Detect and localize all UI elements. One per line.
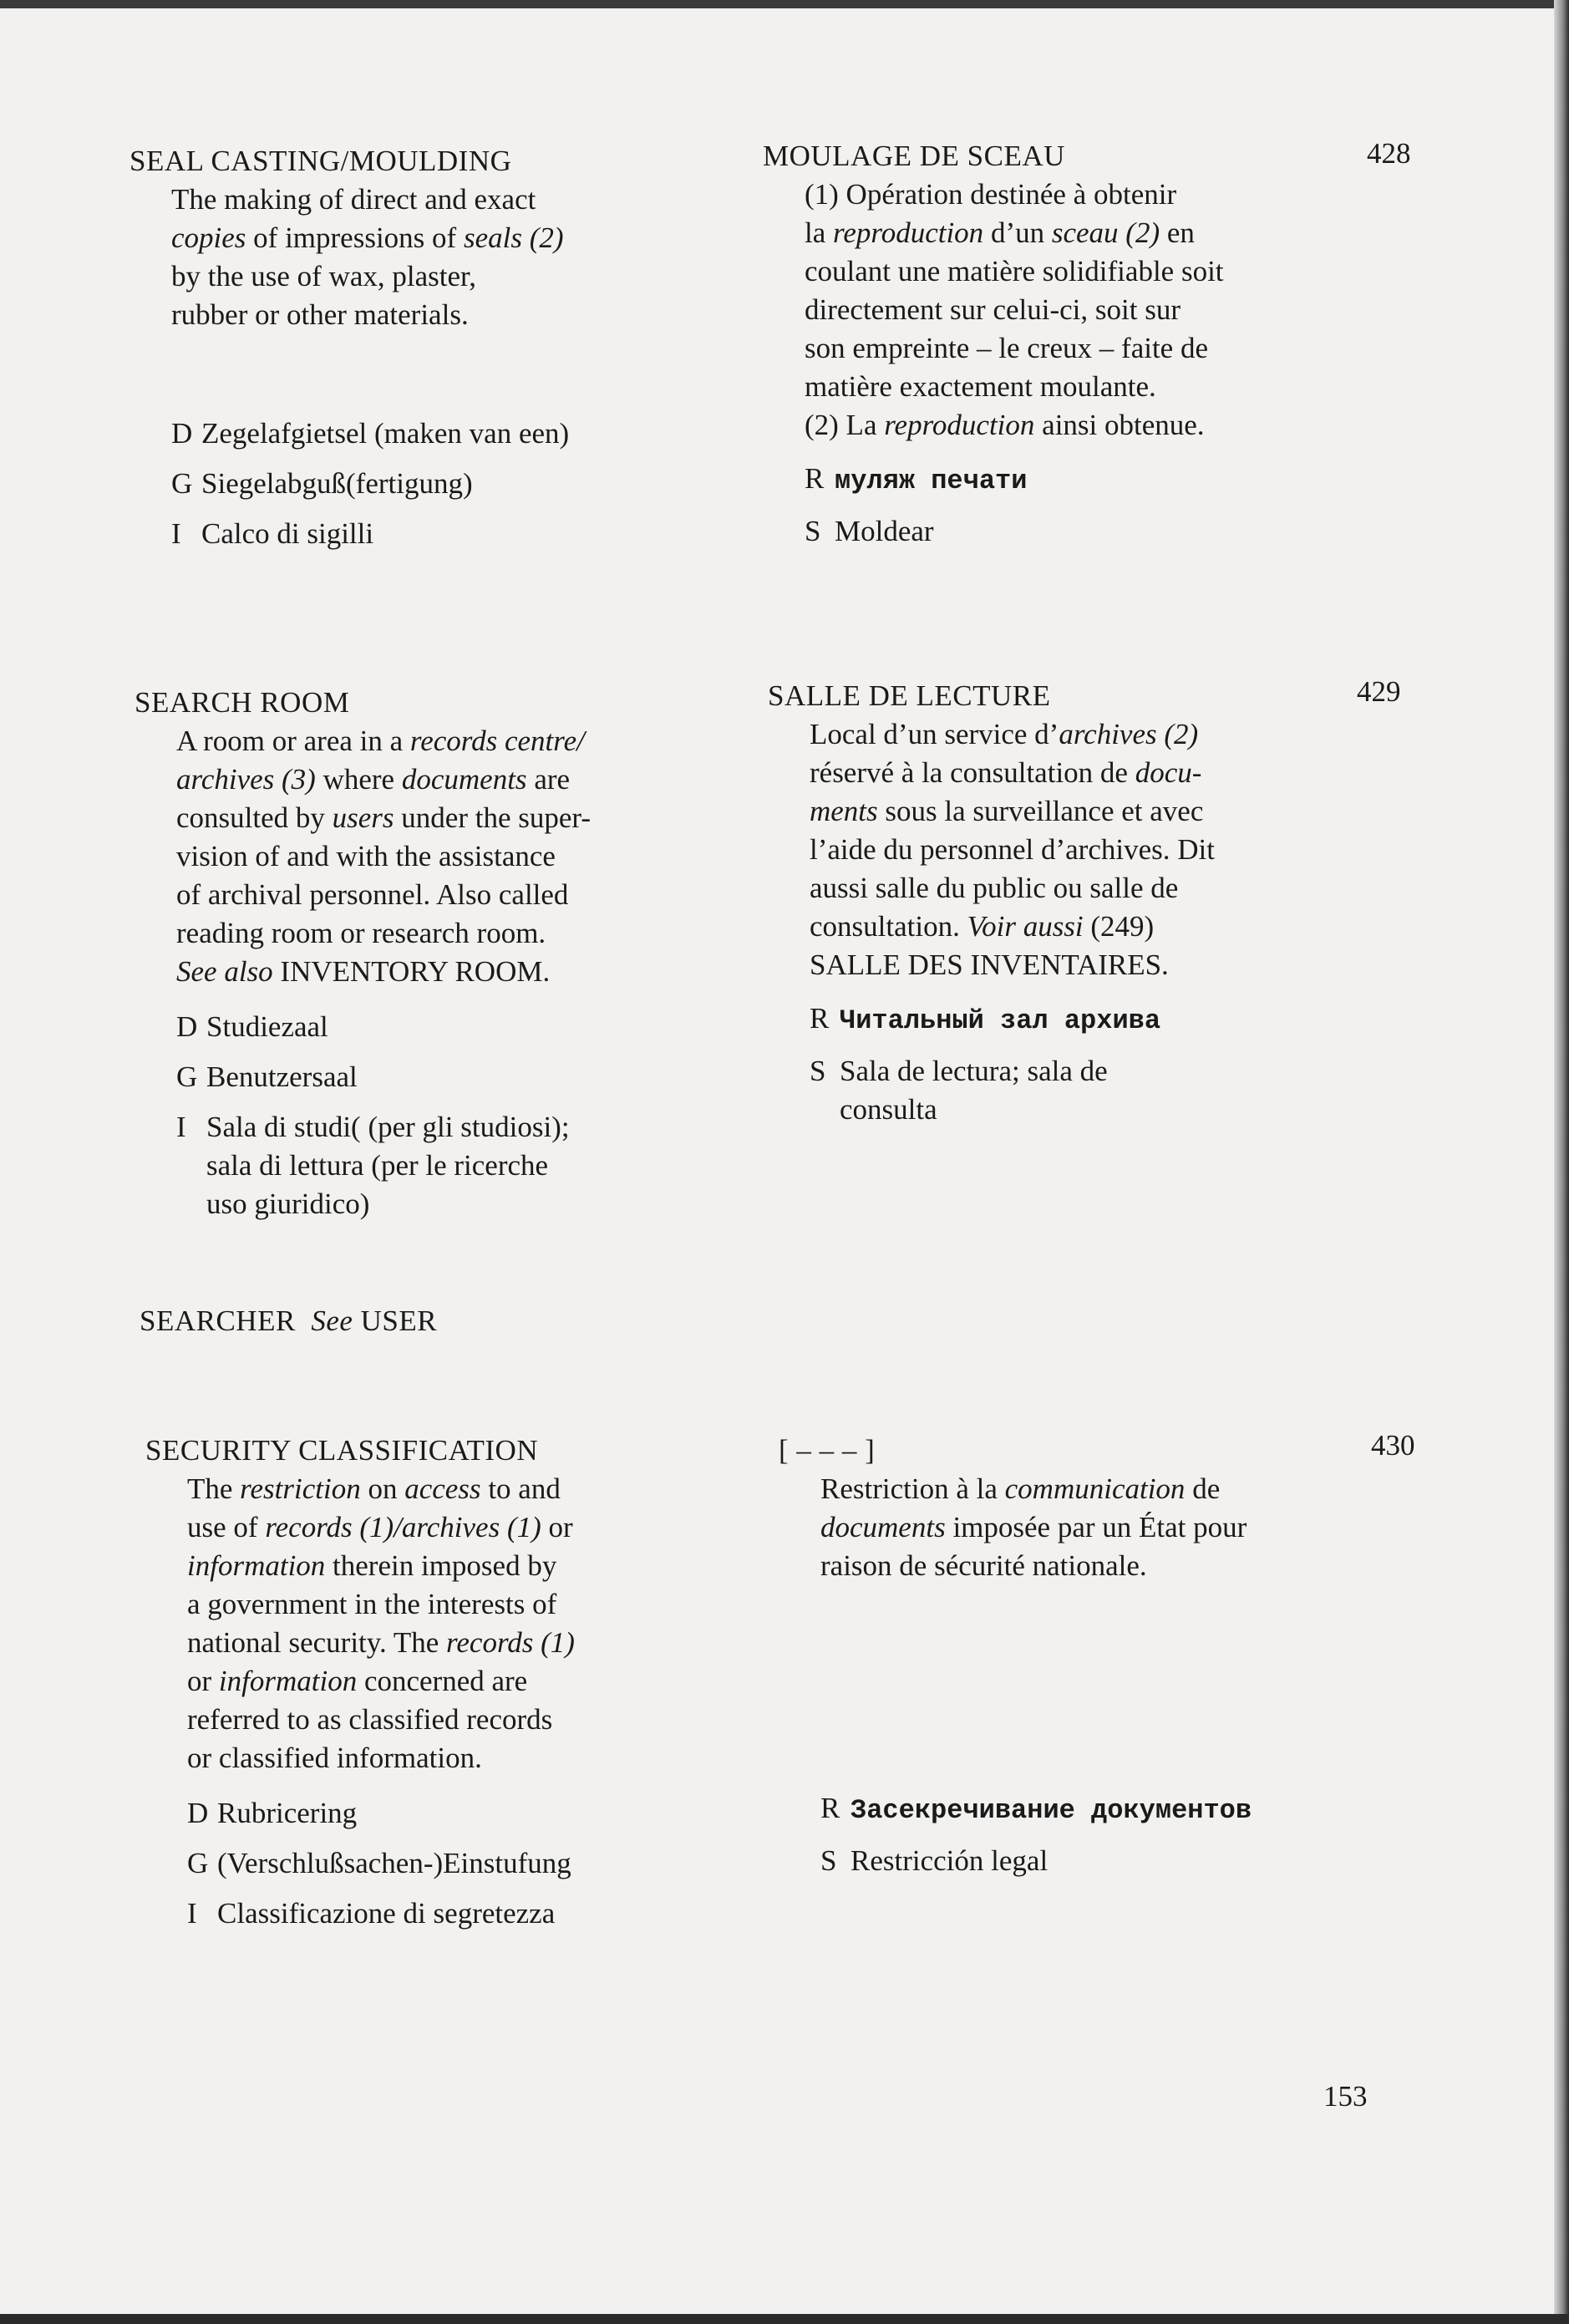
definition-line: consulted by users under the super- [176, 801, 592, 834]
definition-line: SALLE DES INVENTAIRES. [810, 948, 1169, 981]
definition-line: copies of impressions of seals (2) [171, 221, 564, 254]
entry-429-fr [768, 677, 1403, 1129]
definition-line: The making of direct and exact [171, 183, 536, 216]
entry-number: 430 [1371, 1429, 1415, 1462]
entry-term: SALLE DE LECTURE [768, 679, 1051, 712]
definition-line: matière exactement moulante. [805, 370, 1156, 403]
entry-428-fr [763, 137, 1414, 551]
definition-line: la reproduction d’un sceau (2) en [805, 216, 1195, 249]
page-right-edge [1554, 0, 1569, 2324]
page-number: 153 [1323, 2080, 1368, 2113]
definition-line: Restriction à la communication de [820, 1472, 1221, 1505]
definition-line: directement sur celui-ci, soit sur [805, 293, 1181, 326]
entry-searcher [140, 1302, 724, 1340]
definition-line: (2) La reproduction ainsi obtenue. [805, 409, 1205, 441]
definition-line: son empreinte – le creux – faite de [805, 332, 1208, 364]
entry-428-en [129, 142, 714, 553]
definition-line: referred to as classified records [187, 1703, 553, 1736]
definition-line: rubber or other materials. [171, 298, 469, 331]
entry-definition [135, 722, 736, 991]
translation-russian: R муляж печати [805, 462, 1028, 496]
definition-line: a government in the interests of [187, 1588, 557, 1620]
translation-german: G Benutzersaal [176, 1060, 358, 1093]
definition-line: vision of and with the assistance [176, 840, 556, 872]
entry-term: SEARCH ROOM [135, 686, 350, 719]
translation-spanish: S Moldear [805, 515, 934, 547]
translation-dutch: D Rubricering [187, 1797, 358, 1829]
entry-number: 429 [1357, 675, 1401, 708]
entry-term: SECURITY CLASSIFICATION [145, 1434, 539, 1467]
entry-definition [779, 1470, 1414, 1585]
definition-line: coulant une matière solidifiable soit [805, 255, 1224, 287]
definition-line: by the use of wax, plaster, [171, 260, 477, 292]
definition-line: reading room or research room. [176, 917, 546, 949]
translation-spanish: S Sala de lectura; sala de consulta [810, 1055, 1108, 1126]
page-bottom-edge [0, 2314, 1569, 2324]
translation-russian: R Читальный зал архива [810, 1002, 1161, 1036]
definition-line: Local d’un service d’archives (2) [810, 718, 1199, 750]
definition-line: raison de sécurité nationale. [820, 1549, 1147, 1582]
definition-line: l’aide du personnel d’archives. Dit [810, 833, 1215, 866]
entry-definition [768, 715, 1403, 984]
definition-line: information therein imposed by [187, 1549, 557, 1582]
translation-italian: I Sala di studi( (per gli studiosi); sala di lettura (per le ricerche uso giuridico) [176, 1111, 570, 1220]
definition-line: A room or area in a records centre/ [176, 725, 585, 757]
entry-430-en [145, 1432, 747, 1933]
translation-spanish: S Restricción legal [820, 1844, 1049, 1877]
entry-430-fr [779, 1432, 1414, 1880]
definition-line: See also INVENTORY ROOM. [176, 955, 551, 988]
translation-russian: R Засекречивание документов [820, 1792, 1252, 1826]
definition-line: The restriction on access to and [187, 1472, 561, 1505]
page-top-edge [0, 0, 1569, 8]
entry-429-en [135, 684, 736, 1223]
entry-definition [763, 175, 1414, 445]
definition-line: ments sous la surveillance et avec [810, 795, 1204, 827]
definition-line: consultation. Voir aussi (249) [810, 910, 1155, 943]
entry-definition [145, 1470, 747, 1777]
definition-line: national security. The records (1) [187, 1626, 575, 1659]
definition-line: aussi salle du public ou salle de [810, 872, 1179, 904]
entry-definition [129, 181, 714, 334]
entry-number: 428 [1367, 137, 1411, 170]
entry-term: [ – – – ] [779, 1434, 876, 1467]
cross-reference: SEARCHER See USER [140, 1304, 438, 1337]
translation-italian: I Calco di sigilli [171, 517, 374, 550]
definition-line: réservé à la consultation de docu- [810, 756, 1202, 789]
definition-line: or information concerned are [187, 1665, 528, 1697]
definition-line: archives (3) where documents are [176, 763, 571, 796]
translation-german: G Siegelabguß(fertigung) [171, 467, 473, 500]
definition-line: or classified information. [187, 1742, 482, 1774]
definition-line: (1) Opération destinée à obtenir [805, 178, 1177, 211]
entry-term: SEAL CASTING/MOULDING [129, 145, 512, 177]
translation-dutch: D Zegelafgietsel (maken van een) [171, 417, 570, 450]
entry-term: MOULAGE DE SCEAU [763, 140, 1065, 172]
translation-german: G (Verschlußsachen-)Einstufung [187, 1847, 571, 1879]
definition-line: use of records (1)/archives (1) or [187, 1511, 573, 1543]
translation-italian: I Classificazione di segretezza [187, 1897, 556, 1930]
translation-dutch: D Studiezaal [176, 1010, 328, 1043]
definition-line: documents imposée par un État pour [820, 1511, 1247, 1543]
definition-line: of archival personnel. Also called [176, 878, 569, 911]
